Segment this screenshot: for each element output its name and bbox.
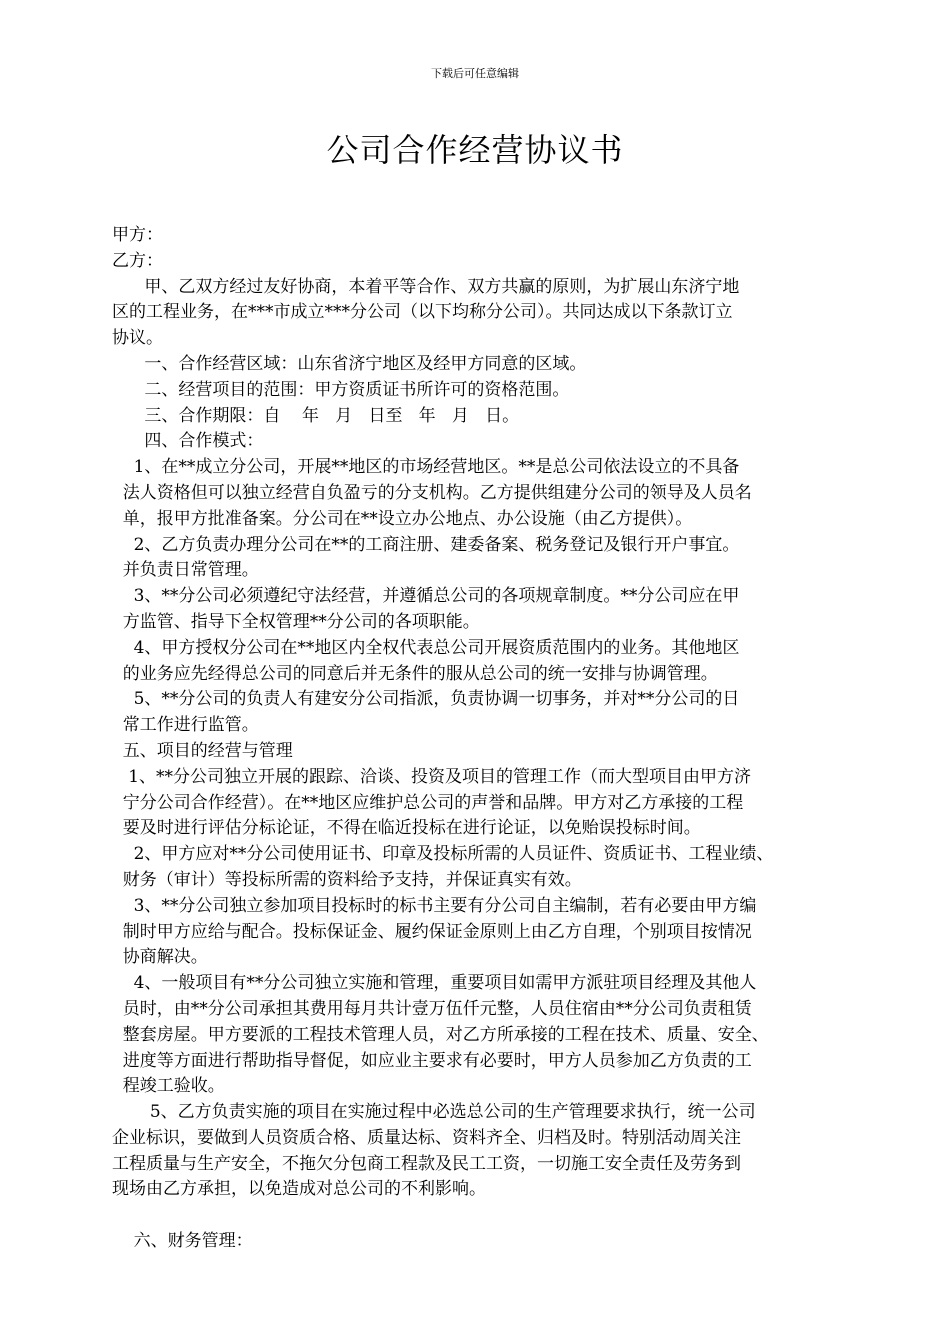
body-line: 要及时进行评估分标论证，不得在临近投标在进行论证，以免贻误投标时间。 [112, 818, 701, 839]
body-line: 员时，由**分公司承担其费用每月共计壹万伍仟元整，人员住宿由**分公司负责租赁 [112, 998, 752, 1019]
body-line: 3、**分公司必须遵纪守法经营，并遵循总公司的各项规章制度。**分公司应在甲 [112, 586, 740, 607]
body-line: 现场由乙方承担，以免造成对总公司的不利影响。 [112, 1179, 486, 1200]
body-line: 宁分公司合作经营）。在**地区应维护总公司的声誉和品牌。甲方对乙方承接的工程 [112, 792, 744, 813]
body-line: 2、乙方负责办理分公司在**的工商注册、建委备案、税务登记及银行开户事宜。 [112, 534, 740, 555]
body-line: 区的工程业务，在***市成立***分公司（以下均称分公司）。共同达成以下条款订立 [112, 302, 733, 323]
body-line: 进度等方面进行帮助指导督促，如应业主要求有必要时，甲方人员参加乙方负责的工 [112, 1050, 752, 1071]
body-line: 三、合作期限：自 年 月 日至 年 月 日。 [112, 405, 520, 426]
body-line: 5、**分公司的负责人有建安分公司指派，负责协调一切事务，并对**分公司的日 [112, 689, 740, 710]
body-line: 4、甲方授权分公司在**地区内全权代表总公司开展资质范围内的业务。其他地区 [112, 637, 740, 658]
body-line: 3、**分公司独立参加项目投标时的标书主要有分公司自主编制，若有必要由甲方编 [112, 895, 757, 916]
body-line: 二、经营项目的范围：甲方资质证书所许可的资格范围。 [112, 379, 570, 400]
document-title: 公司合作经营协议书 [326, 131, 624, 169]
body-line: 整套房屋。甲方要派的工程技术管理人员，对乙方所承接的工程在技术、质量、安全、 [112, 1024, 769, 1045]
body-line: 一、合作经营区域：山东省济宁地区及经甲方同意的区域。 [112, 353, 587, 374]
body-line: 五、项目的经营与管理 [112, 740, 293, 761]
body-line: 的业务应先经得总公司的同意后并无条件的服从总公司的统一安排与协调管理。 [112, 663, 718, 684]
body-line: 1、在**成立分公司，开展**地区的市场经营地区。**是总公司依法设立的不具备 [112, 457, 740, 478]
body-line: 1、**分公司独立开展的跟踪、洽谈、投资及项目的管理工作（而大型项目由甲方济 [112, 766, 752, 787]
body-line: 2、甲方应对**分公司使用证书、印章及投标所需的人员证件、资质证书、工程业绩、 [112, 844, 774, 865]
body-line: 工程质量与生产安全，不拖欠分包商工程款及民工工资，一切施工安全责任及劳务到 [112, 1153, 741, 1174]
body-line: 六、财务管理： [112, 1231, 253, 1252]
header-note: 下载后可任意编辑 [431, 67, 519, 80]
body-line: 四、合作模式： [112, 431, 264, 452]
body-line: 5、乙方负责实施的项目在实施过程中必选总公司的生产管理要求执行，统一公司 [112, 1102, 756, 1123]
body-line: 并负责日常管理。 [112, 560, 259, 581]
body-line: 乙方： [112, 250, 163, 271]
document-body [112, 223, 840, 1255]
body-line: 财务（审计）等投标所需的资料给予支持，并保证真实有效。 [112, 869, 582, 890]
body-line [112, 1203, 840, 1229]
body-line: 4、一般项目有**分公司独立实施和管理，重要项目如需甲方派驻项目经理及其他人 [112, 973, 757, 994]
body-line: 企业标识，要做到人员资质合格、质量达标、资料齐全、归档及时。特别活动周关注 [112, 1127, 741, 1148]
body-line: 程竣工验收。 [112, 1076, 225, 1097]
body-line: 制时甲方应给与配合。投标保证金、履约保证金原则上由乙方自理，个别项目按情况 [112, 921, 752, 942]
body-line: 协议。 [112, 328, 163, 349]
body-line: 单，报甲方批准备案。分公司在**设立办公地点、办公设施（由乙方提供）。 [112, 508, 693, 529]
body-line: 法人资格但可以独立经营自负盈亏的分支机构。乙方提供组建分公司的领导及人员名 [112, 482, 752, 503]
body-line: 甲、乙双方经过友好协商，本着平等合作、双方共赢的原则，为扩展山东济宁地 [112, 276, 740, 297]
body-line: 协商解决。 [112, 947, 208, 968]
body-line: 常工作进行监管。 [112, 715, 259, 736]
body-line: 甲方： [112, 225, 163, 245]
body-line: 方监管、指导下全权管理**分公司的各项职能。 [112, 611, 480, 632]
